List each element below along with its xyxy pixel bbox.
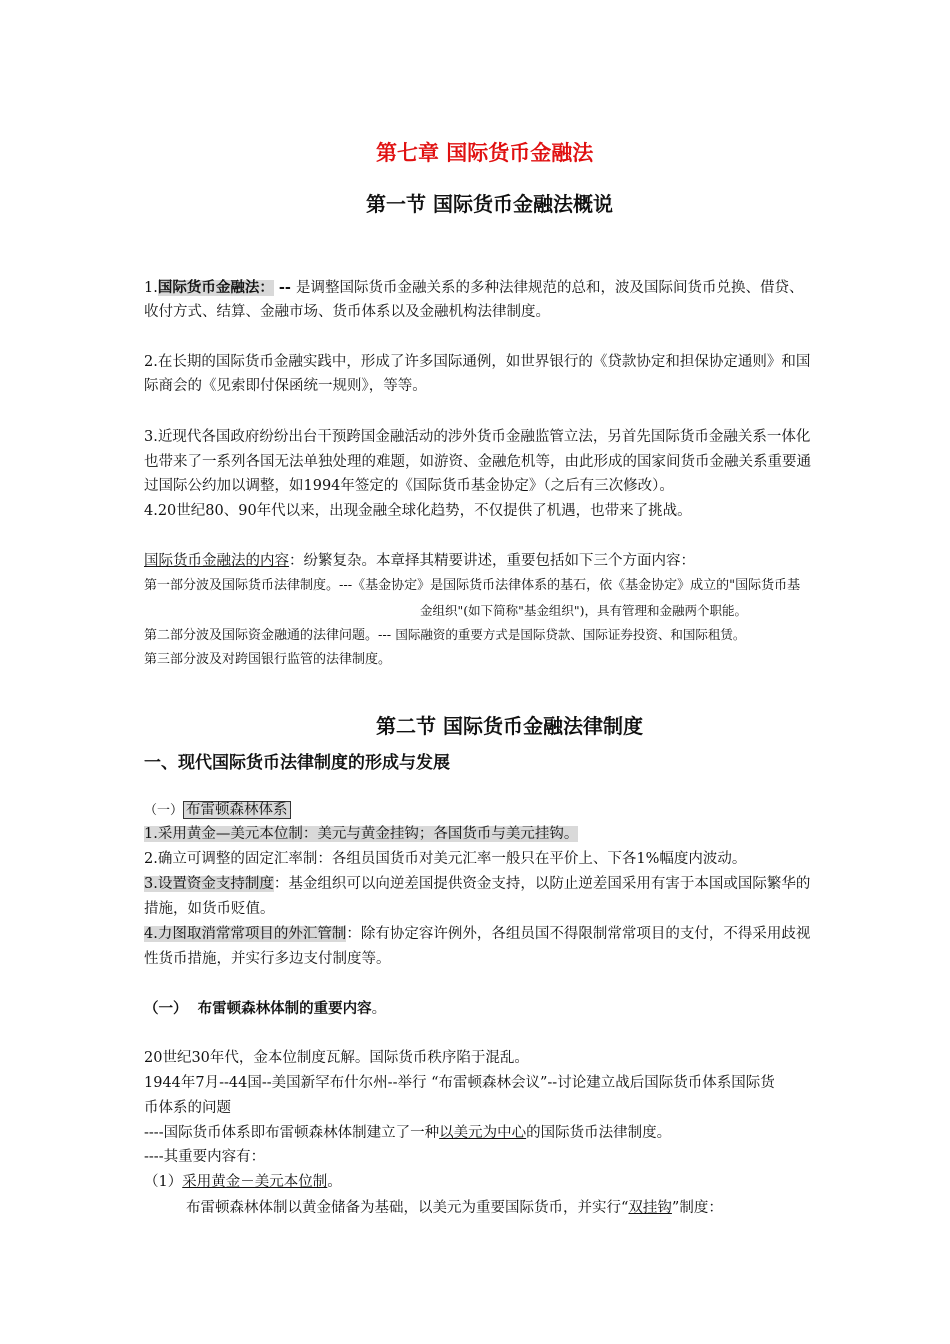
- section1-title: 第一节 国际货币金融法概说: [366, 192, 613, 216]
- paragraph-1-dash: --: [273, 280, 296, 296]
- subheading-label: （一）: [144, 1001, 188, 1017]
- double-peg-line: [186, 1196, 723, 1220]
- bw-item-2-term: 2.确立可调整的固定汇率制: [144, 851, 318, 867]
- paragraph-3-line-1: 3.近现代各国政府纷纷出台干预跨国金融活动的涉外货币金融监管立法，另首先国际货币金融关系一体化: [144, 429, 811, 445]
- history-line-3-b: 的国际货币法律制度。: [526, 1125, 672, 1141]
- paragraph-1: [144, 276, 803, 300]
- gold-dollar-standard: 采用黄金－美元本位制: [182, 1174, 328, 1190]
- bw-item-3-term: 3.设置资金支持制度: [144, 876, 274, 892]
- bw-item-2: [144, 847, 746, 871]
- bw-item-3: [144, 872, 810, 896]
- bw-item-4: [144, 922, 810, 946]
- term-international-monetary-law: 国际货币金融法：: [157, 280, 274, 296]
- paragraph-1-number: 1.: [144, 280, 158, 296]
- part-2-note: 国际融资的重要方式是国际贷款、国际证券投资、和国际租赁。: [395, 627, 746, 642]
- bw-item-1: [144, 822, 578, 846]
- double-peg-term: 双挂钩: [628, 1200, 672, 1216]
- bretton-woods-heading: [144, 798, 291, 823]
- content-term: 国际货币金融法的内容: [144, 553, 289, 569]
- paragraph-1-line-2: 收付方式、结算、金融市场、货币体系以及金融机构法律制度。: [144, 304, 550, 320]
- bw-item-3-text: ：基金组织可以向逆差国提供资金支持，以防止逆差国采用有害于本国或国际繁华的: [273, 876, 811, 892]
- subheading-important-content: [144, 997, 386, 1018]
- paragraph-1-text: 是调整国际货币金融关系的多种法律规范的总和，波及国际间货币兑换、借贷、: [295, 280, 804, 296]
- item-number: （1）: [144, 1174, 183, 1190]
- paragraph-2-line-2: 际商会的《见索即付保函统一规则》，等等。: [144, 378, 427, 394]
- part-1-line-2: 金组织"(如下简称"基金组织")，具有管理和金融两个职能。: [420, 603, 748, 618]
- double-peg-a: 布雷顿森林体制以黄金储备为基础，以美元为重要国际货币，并实行“: [186, 1200, 629, 1216]
- bw-item-3-line-2: 措施，如货币贬值。: [144, 901, 275, 917]
- part-2: [144, 624, 745, 647]
- part-1-line-1: 第一部分波及国际货币法律制度。---《基金协定》是国际货币法律体系的基石，依《基金协定》成立的"国际货币基: [144, 578, 801, 593]
- history-line-3-a: ----国际货币体系即布雷顿森林体制建立了一种: [144, 1125, 440, 1141]
- bw-item-4-text: ：除有协定容许例外，各组员国不得限制常常项目的支付，不得采用歧视: [346, 926, 811, 942]
- bretton-woods-system-name: 布雷顿森林体系: [183, 801, 291, 819]
- paragraph-3-line-3: 过国际公约加以调整，如1994年签定的《国际货币基金协定》（之后有三次修改）。: [144, 478, 674, 494]
- dollar-centered: 以美元为中心: [439, 1125, 527, 1141]
- item-gold-dollar: [144, 1170, 342, 1194]
- paragraph-2-line-1: 2.在长期的国际货币金融实践中，形成了许多国际通例，如世界银行的《贷款协定和担保协定通则》和国: [144, 354, 811, 370]
- bw-item-4-term: 4.力图取消常常项目的外汇管制: [144, 926, 347, 942]
- double-peg-b: ”制度：: [671, 1200, 723, 1216]
- content-intro: [144, 549, 695, 573]
- paragraph-3-line-2: 也带来了一系列各国无法单独处理的难题，如游资、金融危机等，由此形成的国家间货币金融关系重要通: [144, 454, 811, 470]
- subheading-text: 布雷顿森林体制的重要内容: [197, 1001, 372, 1017]
- content-intro-text: ：纷繁复杂。本章择其精要讲述，重要包括如下三个方面内容：: [289, 553, 695, 569]
- history-line-4: ----其重要内容有：: [144, 1149, 266, 1165]
- chapter-title: 第七章 国际货币金融法: [376, 141, 594, 165]
- paragraph-4: 4.20世纪80、90年代以来，出现金融全球化趋势，不仅提供了机遇，也带来了挑战。: [144, 503, 692, 519]
- part-2-title: 第二部分波及国际资金融通的法律问题。---: [144, 628, 396, 643]
- subheading-end: 。: [371, 1001, 387, 1017]
- item-end: 。: [327, 1174, 342, 1190]
- bretton-woods-label: （一）: [144, 803, 184, 818]
- history-line-1: 20世纪30年代，金本位制度瓦解。国际货币秩序陷于混乱。: [144, 1050, 529, 1066]
- part-3: 第三部分波及对跨国银行监管的法律制度。: [144, 652, 392, 667]
- history-line-3: [144, 1121, 671, 1145]
- bw-item-1-text: 1.采用黄金—美元本位制：美元与黄金挂钩；各国货币与美元挂钩。: [144, 826, 579, 842]
- section2-title: 第二节 国际货币金融法律制度: [376, 714, 643, 738]
- subheading-formation: 一、现代国际货币法律制度的形成与发展: [144, 753, 450, 773]
- history-line-2b: 币体系的问题: [144, 1100, 231, 1116]
- bw-item-4-line-2: 性货币措施，并实行多边支付制度等。: [144, 951, 391, 967]
- history-line-2: 1944年7月--44国--美国新罕布什尔州--举行 “布雷顿森林会议”--讨论建立战后国际货币体系国际货: [144, 1075, 775, 1091]
- bw-item-2-text: ：各组员国货币对美元汇率一般只在平价上、下各1%幅度内波动。: [317, 851, 747, 867]
